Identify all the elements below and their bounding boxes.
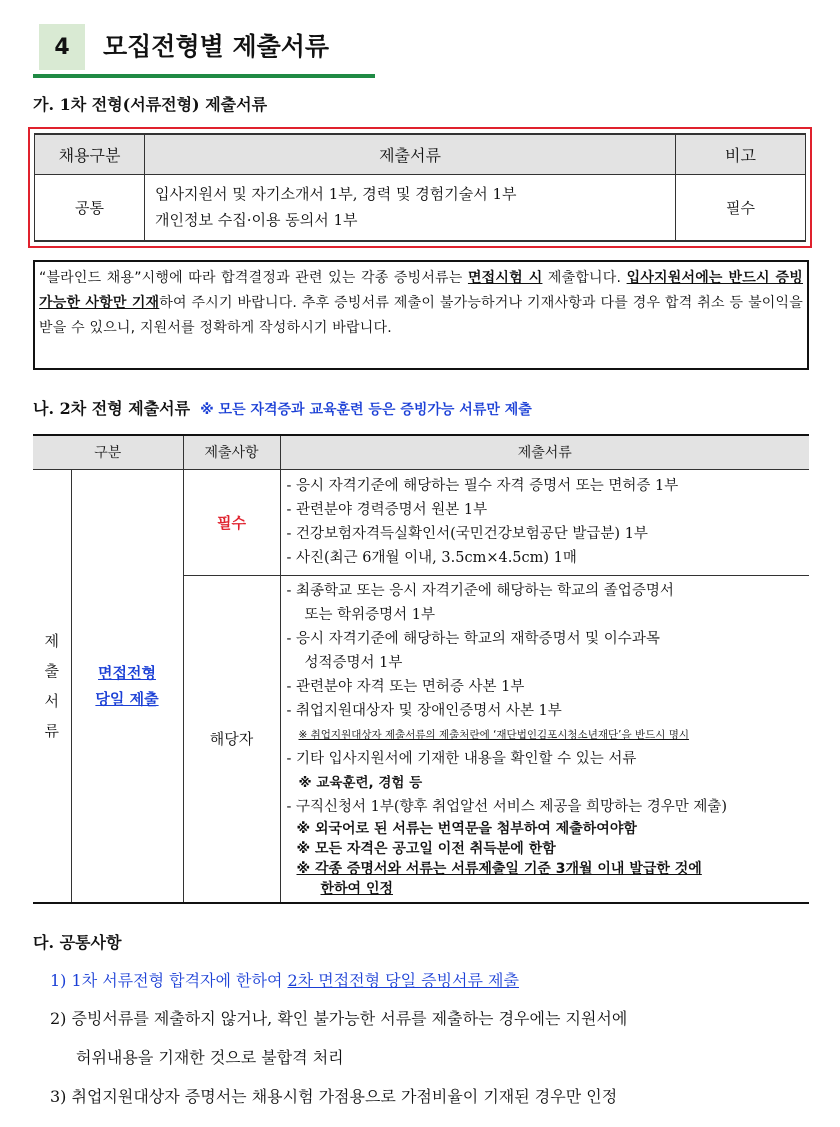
section-number: 4: [39, 24, 85, 70]
warning-note: [287, 879, 804, 899]
group-label: [33, 469, 71, 903]
notice-text: 하여 주시기 바랍니다. 추후 증빙서류 제출이 불가능하거나 기재사항과 다를 경우 합격 취소 등 불이익을 받을 수 있으니, 지원서를 정확하게 작성하시기 바랍니다.: [39, 295, 803, 336]
col-header-division: 구분: [33, 435, 183, 469]
notice-text: 제출합니다.: [542, 270, 622, 286]
second-stage-heading: [33, 396, 532, 419]
notice-emphasis: 입사지원서에는 반드시 증빙 가능한 사항만 기재: [39, 270, 804, 311]
list-item: - 관련분야 자격 또는 면허증 사본 1부: [286, 678, 525, 695]
applicable-docs: [280, 575, 809, 903]
required-label: 필수: [183, 469, 280, 575]
second-stage-note: ※ 모든 자격증과 교육훈련 등은 증빙가능 서류만 제출: [200, 402, 532, 418]
second-stage-title: 나. 2차 전형 제출서류: [33, 399, 191, 418]
interview-day-link[interactable]: [71, 469, 183, 903]
doc-line: 입사지원서 및 자기소개서 1부, 경력 및 경험기술서 1부: [155, 185, 517, 204]
first-stage-table-frame: [28, 127, 812, 248]
second-stage-table: [33, 434, 809, 904]
common-item-text: 1) 1차 서류전형 합격자에 한하여: [50, 971, 288, 990]
list-item: - 구직신청서 1부(향후 취업알선 서비스 제공을 희망하는 경우만 제출): [286, 798, 727, 815]
cell-documents: [145, 174, 676, 241]
group-label-char: 제: [44, 631, 59, 650]
common-heading: 다. 공통사항: [33, 933, 122, 952]
doc-line: 개인정보 수집·이용 동의서 1부: [155, 211, 358, 230]
list-note: ※ 취업지원대상자 제출서류의 제출처란에 ‘재단법인김포시청소년재단’을 반드시 명시: [298, 728, 690, 741]
common-item-emphasis: 2차 면접전형 당일 증빙서류 제출: [287, 971, 519, 990]
warning-note: ※ 외국어로 된 서류는 번역문을 첨부하여 제출하여야함: [296, 820, 637, 837]
warning-text: ※ 각종 증명서와 서류는 서류제출일 기준 3개월 이내 발급한 것에: [296, 860, 702, 877]
col-header-note: 비고: [676, 134, 806, 174]
notice-emphasis: 면접시험 시: [467, 270, 543, 286]
common-item-3: 3) 취업지원대상자 증명서는 채용시험 가점용으로 가점비율이 기재된 경우만 인정: [50, 1087, 618, 1106]
common-item-2-cont: 허위내용을 기재한 것으로 불합격 처리: [76, 1048, 344, 1067]
list-item: - 관련분야 경력증명서 원본 1부: [286, 502, 488, 518]
first-stage-table: [34, 133, 806, 242]
applicable-label: 해당자: [183, 575, 280, 903]
list-item: - 기타 입사지원서에 기재한 내용을 확인할 수 있는 서류: [286, 750, 637, 767]
common-item-2: 2) 증빙서류를 제출하지 않거나, 확인 불가능한 서류를 제출하는 경우에는 지원서에: [50, 1009, 628, 1028]
list-item: - 사진(최근 6개월 이내, 3.5cm×4.5cm) 1매: [286, 550, 577, 566]
list-item: - 응시 자격기준에 해당하는 학교의 재학증명서 및 이수과목: [286, 630, 660, 647]
list-item: 또는 학위증명서 1부: [304, 606, 435, 623]
warning-text: 한하여 인정: [320, 880, 393, 897]
warning-note: [287, 859, 804, 879]
list-item: - 건강보험자격득실확인서(국민건강보험공단 발급분) 1부: [286, 526, 648, 542]
sub-label-line: 당일 제출: [95, 689, 159, 708]
cell-category: 공통: [35, 174, 145, 241]
blind-hiring-notice: [33, 260, 809, 370]
list-note: ※ 교육훈련, 경험 등: [298, 774, 423, 791]
col-header-documents: 제출서류: [145, 134, 676, 174]
section-header: [33, 20, 375, 78]
list-item: - 응시 자격기준에 해당하는 필수 자격 증명서 또는 면허증 1부: [286, 478, 679, 494]
list-item: 성적증명서 1부: [304, 654, 403, 671]
first-stage-heading: 가. 1차 전형(서류전형) 제출서류: [33, 95, 268, 114]
section-title: 모집전형별 제출서류: [103, 32, 330, 61]
group-label-char: 출: [44, 661, 59, 680]
table-row: [35, 174, 806, 241]
notice-text: “블라인드 채용”시행에 따라 합격결정과 관련 있는 각종 증빙서류는: [39, 270, 468, 286]
col-header-submission: 제출사항: [183, 435, 280, 469]
table-row: [33, 469, 809, 575]
col-header-category: 채용구분: [35, 134, 145, 174]
cell-note: 필수: [676, 174, 806, 241]
group-label-char: 류: [44, 721, 59, 740]
list-item: - 최종학교 또는 응시 자격기준에 해당하는 학교의 졸업증명서: [286, 582, 674, 599]
warning-note: ※ 모든 자격은 공고일 이전 취득분에 한함: [296, 840, 556, 857]
group-label-char: 서: [44, 691, 59, 710]
list-item: - 취업지원대상자 및 장애인증명서 사본 1부: [286, 702, 562, 719]
common-item-1: [50, 968, 519, 991]
col-header-documents: 제출서류: [280, 435, 809, 469]
required-docs: [280, 469, 809, 575]
sub-label-line: 면접전형: [98, 663, 156, 682]
